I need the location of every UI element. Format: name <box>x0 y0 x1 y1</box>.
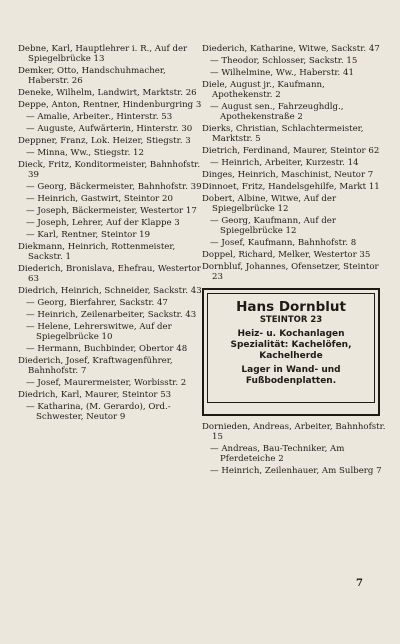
advertisement-line: Heiz- u. Kochanlagen <box>237 329 345 339</box>
directory-entry: Diele, August jr., Kaufmann, Apothekenstr. 2 <box>202 80 325 100</box>
directory-entry: — August sen., Fahrzeughdlg., Apothekenstraße 2 <box>210 102 344 122</box>
directory-entry: Debne, Karl, Hauptlehrer i. R., Auf der Spiegelbrücke 13 <box>18 44 188 64</box>
directory-entry: — Karl, Rentner, Steintor 19 <box>26 230 151 240</box>
directory-entry: Doppel, Richard, Melker, Westertor 35 <box>202 250 371 260</box>
directory-entry: Dierks, Christian, Schlachtermeister, Marktstr. 5 <box>202 124 364 144</box>
directory-entry: Demker, Otto, Handschuhmacher, Haberstr. 26 <box>18 66 166 86</box>
advertiser-address: STEINTOR 23 <box>259 315 323 325</box>
directory-entry: — Theodor, Schlosser, Sackstr. 15 <box>210 56 358 66</box>
directory-entry: Dornbluf, Johannes, Ofensetzer, Steintor 23 <box>202 262 379 282</box>
advertisement-line: Fußbodenplatten. <box>245 376 337 386</box>
directory-entry: — Heinrich, Arbeiter, Kurzestr. 14 <box>210 158 359 168</box>
directory-entry: Diederich, Bronislava, Ehefrau, Westertor 63 <box>18 264 201 284</box>
directory-entry: — Wilhelmine, Ww., Haberstr. 41 <box>210 68 354 78</box>
left-column <box>18 44 202 424</box>
directory-entry: — Joseph, Bäckermeister, Westertor 17 <box>26 206 197 216</box>
directory-entry: — Auguste, Aufwärterin, Hinterstr. 30 <box>26 124 193 134</box>
directory-entry: — Andreas, Bau-Techniker, Am Pferdeteiche 2 <box>210 444 345 464</box>
directory-entry: Diedrich, Heinrich, Schneider, Sackstr. 43 <box>18 286 202 296</box>
directory-entry: — Georg, Bierfahrer, Sackstr. 47 <box>26 298 168 308</box>
directory-entry: — Georg, Bäckermeister, Bahnhofstr. 39 <box>26 182 202 192</box>
directory-entry: Dinnoet, Fritz, Handelsgehilfe, Markt 11 <box>202 182 380 192</box>
directory-entry: — Heinrich, Gastwirt, Steintor 20 <box>26 194 173 204</box>
page-number: 7 <box>356 578 363 589</box>
directory-entry: Deneke, Wilhelm, Landwirt, Marktstr. 26 <box>18 88 197 98</box>
directory-entry: — Georg, Kaufmann, Auf der Spiegelbrücke 12 <box>210 216 336 236</box>
advertiser-name: Hans Dornblut <box>236 299 346 315</box>
advertisement-inner-frame <box>207 293 375 403</box>
directory-entry: Dinges, Heinrich, Maschinist, Neutor 7 <box>202 170 374 180</box>
directory-entry: Dietrich, Ferdinand, Maurer, Steintor 62 <box>202 146 380 156</box>
directory-entry: Deppe, Anton, Rentner, Hindenburgring 3 <box>18 100 202 110</box>
directory-entry: Diederich, Josef, Kraftwagenführer, Bahnhofstr. 7 <box>18 356 173 376</box>
directory-entry: — Joseph, Lehrer, Auf der Klappe 3 <box>26 218 180 228</box>
directory-entry: — Josef, Kaufmann, Bahnhofstr. 8 <box>210 238 357 248</box>
directory-entry: Diederich, Katharine, Witwe, Sackstr. 47 <box>202 44 380 54</box>
directory-entry: — Heinrich, Zeilenarbeiter, Sackstr. 43 <box>26 310 197 320</box>
advertisement-line: Lager in Wand- und <box>241 365 341 375</box>
directory-entry: Diedrich, Karl, Maurer, Steintor 53 <box>18 390 172 400</box>
directory-entry: — Helene, Lehrerswitwe, Auf der Spiegelbrücke 10 <box>26 322 172 342</box>
directory-entry: — Katharina, (M. Gerardo), Ord.-Schwester, Neutor 9 <box>26 402 171 422</box>
directory-entry: Dobert, Albine, Witwe, Auf der Spiegelbrücke 12 <box>202 194 337 214</box>
directory-entry: Deppner, Franz, Lok. Heizer, Stiegstr. 3 <box>18 136 191 146</box>
advertisement-box <box>202 288 380 416</box>
directory-entry: — Heinrich, Zeilenhauer, Am Sulberg 7 <box>210 466 382 476</box>
directory-entry: — Minna, Ww., Stiegstr. 12 <box>26 148 144 158</box>
right-column <box>202 44 386 478</box>
directory-entry: Diekmann, Heinrich, Rottenmeister, Sackstr. 1 <box>18 242 176 262</box>
directory-entry: — Amalie, Arbeiter., Hinterstr. 53 <box>26 112 173 122</box>
directory-entry: — Josef, Maurermeister, Worbisstr. 2 <box>26 378 187 388</box>
directory-entry: Dornieden, Andreas, Arbeiter, Bahnhofstr. 15 <box>202 422 386 442</box>
directory-entry: Dieck, Fritz, Konditormeister, Bahnhofstr. 39 <box>18 160 201 180</box>
advertisement-line: Spezialität: Kachelöfen, Kachelherde <box>230 340 352 361</box>
directory-entry: — Hermann, Buchbinder, Obertor 48 <box>26 344 188 354</box>
